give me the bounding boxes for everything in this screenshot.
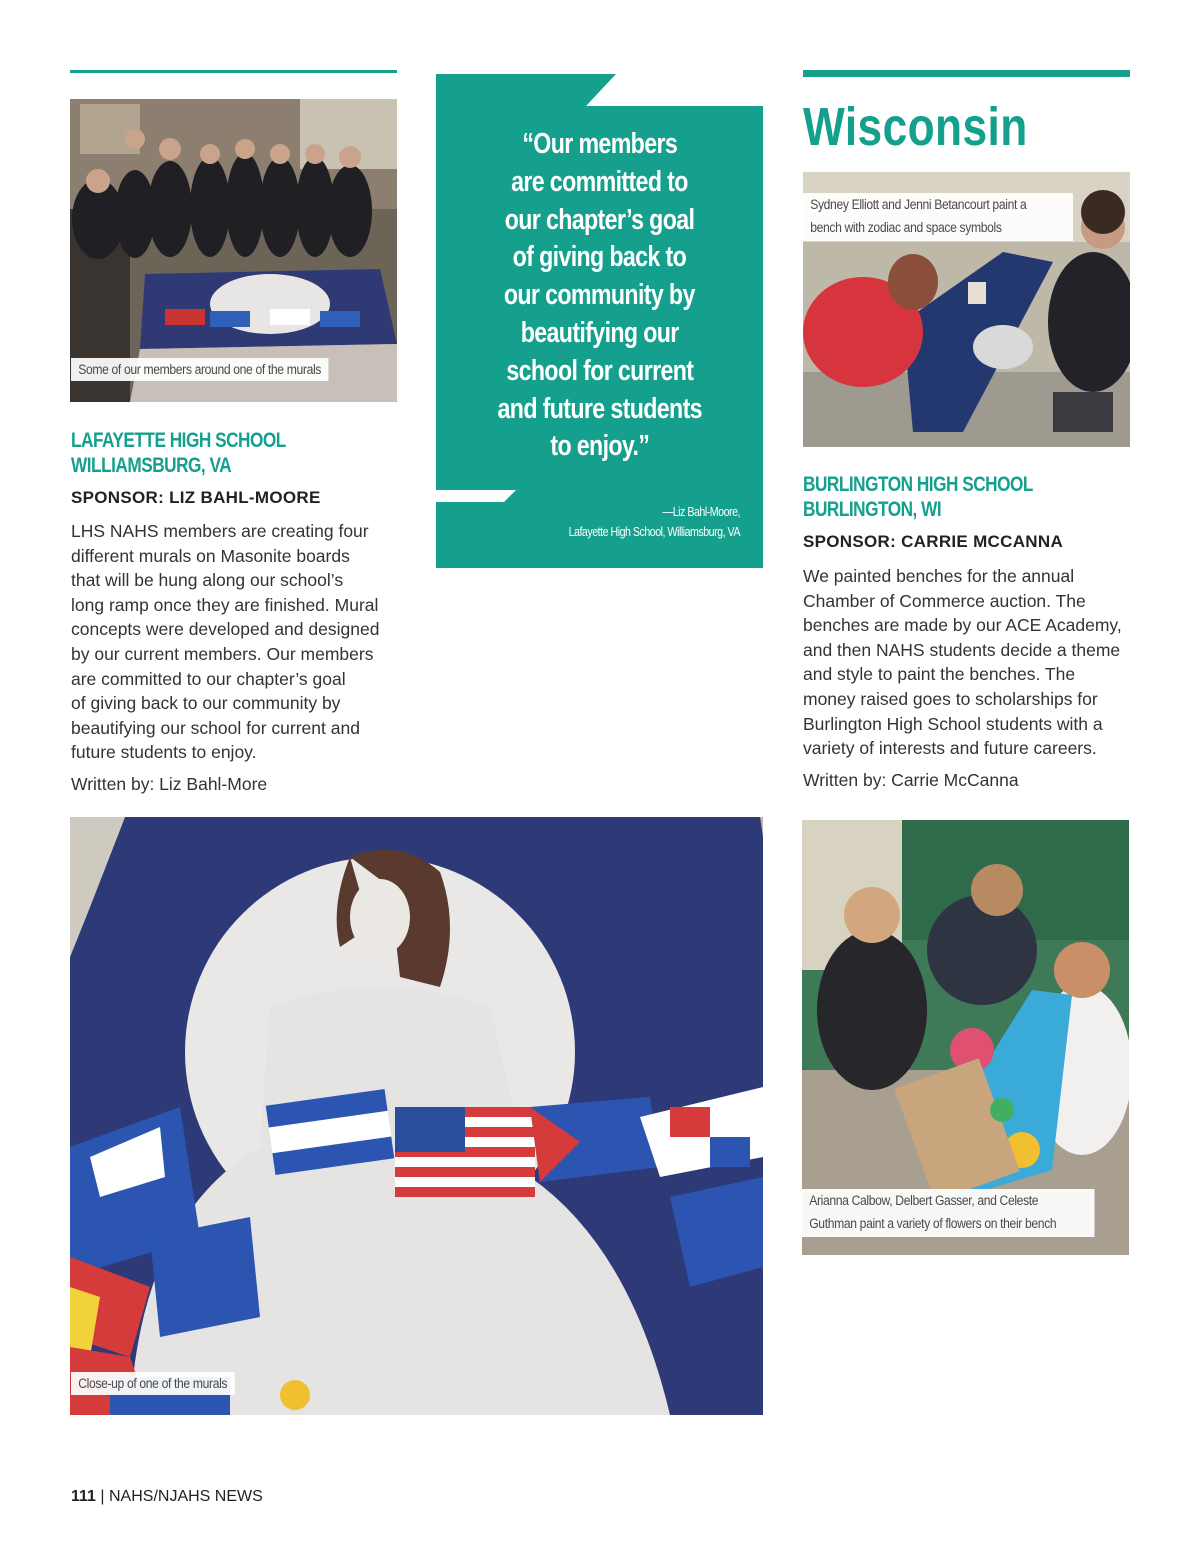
body-line: and style to paint the benches. The: [803, 664, 1076, 685]
quote-line-text: to enjoy.”: [550, 430, 649, 463]
left-top-rule: [70, 70, 397, 73]
lafayette-school-name: [71, 428, 286, 478]
page-number: 111: [71, 1488, 96, 1505]
mural-caption: Close-up of one of the murals: [71, 1372, 234, 1395]
burlington-sponsor: SPONSOR: CARRIE MCCANNA: [803, 532, 1064, 551]
body-line: concepts were developed and designed: [71, 619, 380, 640]
quote-line-text: our chapter’s goal: [504, 203, 695, 236]
school-name-line: BURLINGTON HIGH SCHOOL: [803, 473, 1033, 496]
body-line: money raised goes to scholarships for: [803, 688, 1098, 709]
body-line: long ramp once they are finished. Mural: [71, 594, 379, 615]
body-line: of giving back to our community by: [71, 693, 341, 714]
quote-line: [436, 428, 763, 466]
burlington-school-name: [803, 472, 1033, 522]
pull-quote-text: [436, 126, 763, 466]
caption-line: Sydney Elliott and Jenni Betancourt paint a: [810, 197, 1027, 212]
quote-line: [436, 164, 763, 202]
caption-line: bench with zodiac and space symbols: [810, 220, 1002, 235]
quote-line: [436, 353, 763, 391]
quote-line: [436, 391, 763, 429]
quote-line: [436, 126, 763, 164]
body-line: benches are made by our ACE Academy,: [803, 615, 1122, 636]
burlington-body: [803, 564, 1143, 761]
body-line: LHS NAHS members are creating four: [71, 521, 369, 541]
body-line: and then NAHS students decide a theme: [803, 639, 1121, 660]
body-line: We painted benches for the annual: [803, 566, 1075, 586]
lafayette-sponsor: SPONSOR: LIZ BAHL-MOORE: [71, 488, 321, 507]
caption-line: Guthman paint a variety of flowers on their bench: [809, 1216, 1057, 1231]
lafayette-body: [71, 519, 401, 765]
flower-photo-caption: [802, 1189, 1095, 1237]
group-photo-caption: Some of our members around one of the murals: [71, 358, 328, 381]
body-line: variety of interests and future careers.: [803, 738, 1097, 759]
quote-line-text: beautifying our: [520, 316, 679, 349]
body-line: by our current members. Our members: [71, 643, 374, 664]
quote-line: [436, 315, 763, 353]
quote-line-text: and future students: [497, 392, 702, 425]
quote-line: [436, 277, 763, 315]
quote-line-text: are committed to: [511, 165, 688, 198]
pull-quote-attribution: [500, 502, 740, 542]
body-line: Burlington High School students with a: [803, 713, 1103, 734]
state-heading: Wisconsin: [803, 97, 1028, 157]
footer-separator: |: [95, 1488, 109, 1505]
burlington-written-by: Written by: Carrie McCanna: [803, 770, 1019, 790]
quote-line: [436, 239, 763, 277]
body-line: Chamber of Commerce auction. The: [803, 590, 1086, 611]
quote-line: [436, 202, 763, 240]
body-line: that will be hung along our school’s: [71, 570, 344, 591]
publication-name: NAHS/NJAHS NEWS: [108, 1488, 263, 1505]
body-line: beautifying our school for current and: [71, 717, 360, 738]
school-location-line: BURLINGTON, WI: [803, 498, 942, 521]
bench-photo-caption: [803, 193, 1073, 241]
attribution-name: —Liz Bahl-Moore,: [662, 504, 740, 519]
body-line: are committed to our chapter’s goal: [71, 668, 346, 689]
quote-line-text: school for current: [506, 354, 693, 387]
page-footer: [71, 1488, 263, 1506]
mural-closeup-photo: [70, 817, 763, 1415]
body-line: different murals on Masonite boards: [71, 545, 350, 566]
quote-line-text: of giving back to: [512, 241, 687, 274]
school-location-line: WILLIAMSBURG, VA: [71, 454, 232, 477]
school-name-line: LAFAYETTE HIGH SCHOOL: [71, 429, 286, 452]
quote-line-text: “Our members: [522, 128, 677, 160]
lafayette-written-by: Written by: Liz Bahl-More: [71, 774, 268, 794]
right-top-rule: [803, 70, 1130, 77]
quote-line-text: our community by: [504, 279, 695, 312]
caption-line: Arianna Calbow, Delbert Gasser, and Celeste: [809, 1193, 1039, 1208]
group-photo: [70, 99, 397, 402]
attribution-school: Lafayette High School, Williamsburg, VA: [568, 524, 740, 539]
body-line: future students to enjoy.: [71, 742, 257, 763]
